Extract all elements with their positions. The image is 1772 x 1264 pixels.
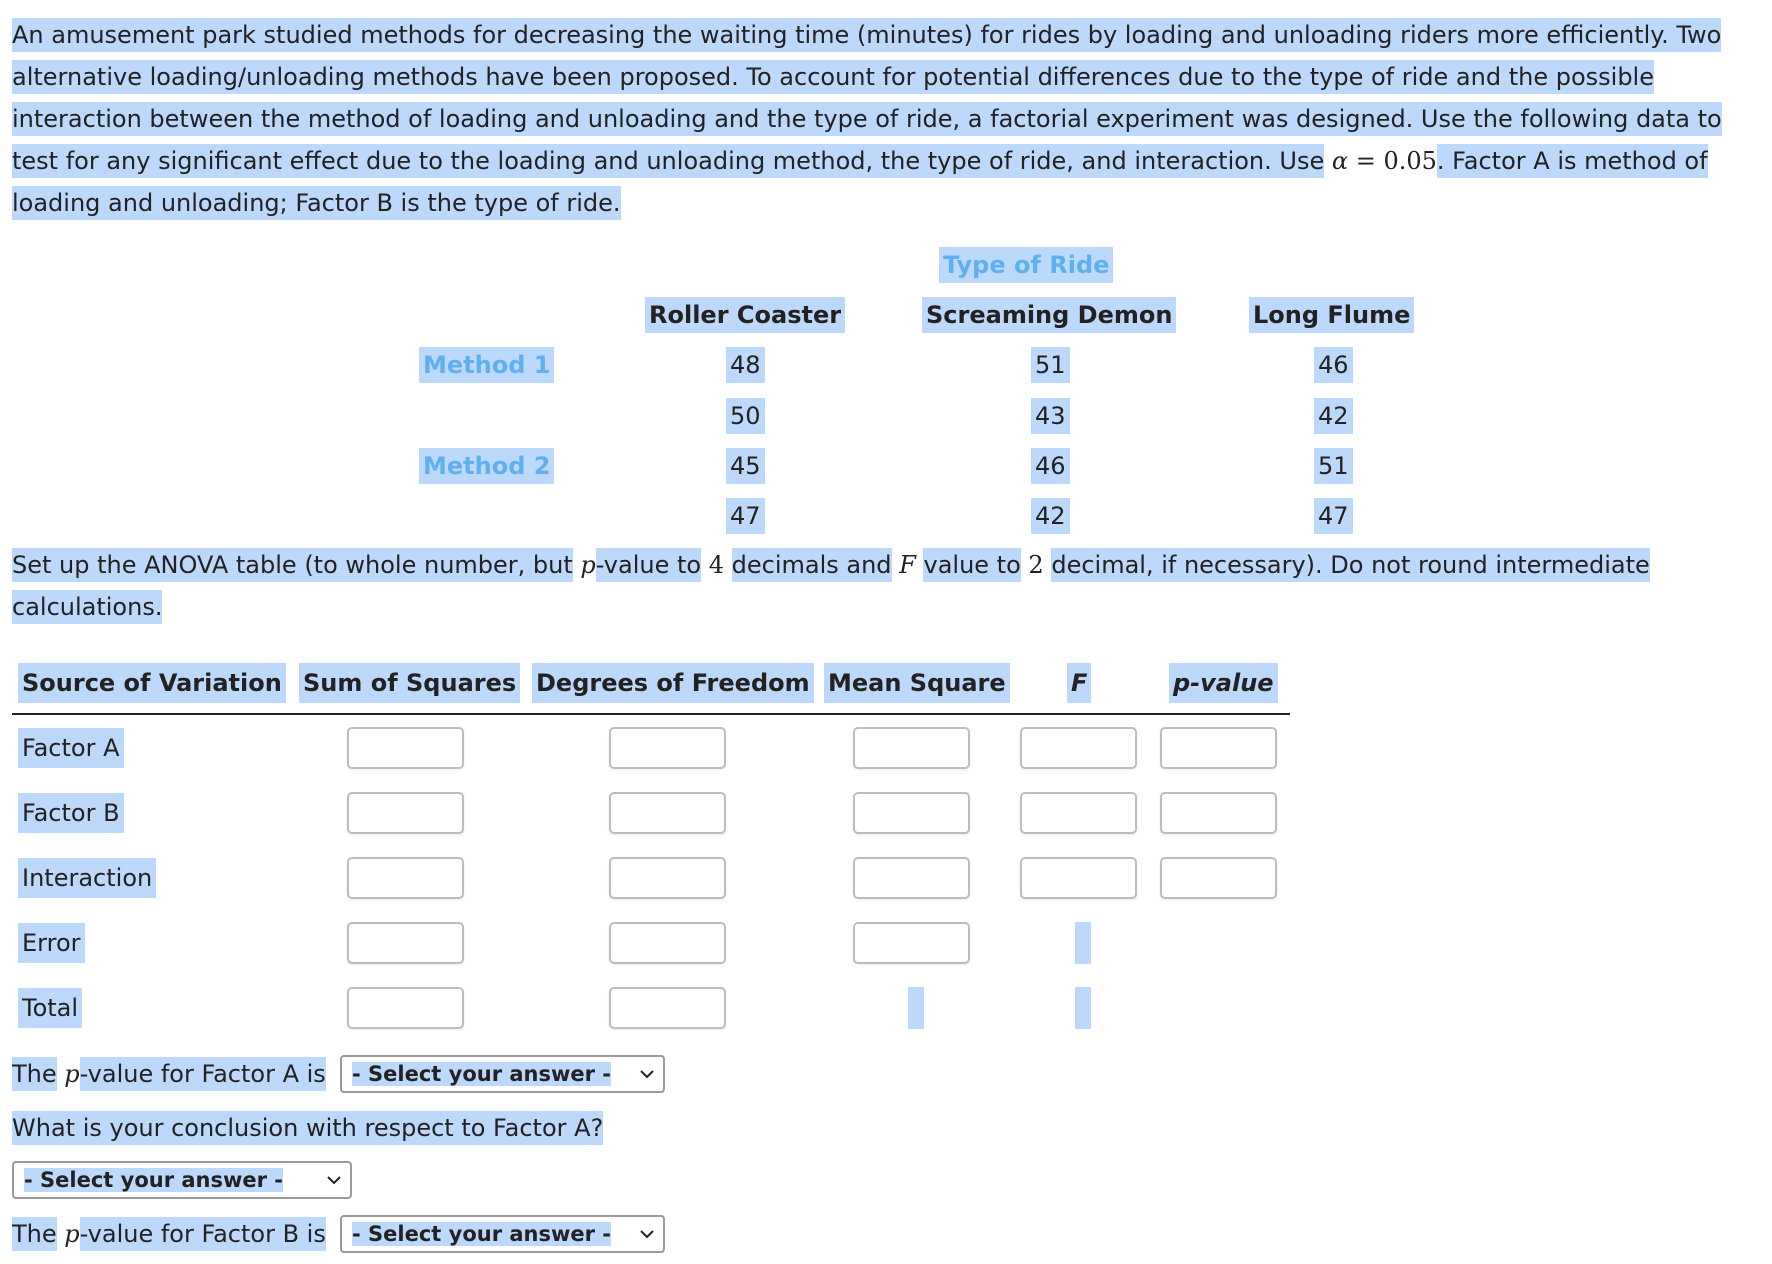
anova-header-f: F [1067,663,1091,703]
factor-a-pvalue-input[interactable] [1160,727,1277,769]
factor-b-f-input[interactable] [1020,792,1137,834]
instructions-number: 2 [1028,551,1044,579]
row-label-method-2: Method 2 [419,448,554,484]
type-of-ride-header: Type of Ride [939,247,1113,283]
empty-cell-highlight [1075,987,1091,1029]
interaction-pvalue-input[interactable] [1160,857,1277,899]
f-symbol: F [899,551,916,579]
data-cell: 50 [726,398,765,434]
row-label-method-1: Method 1 [419,347,554,383]
factor-a-ms-input[interactable] [853,727,970,769]
instructions-part: -value to [596,548,701,582]
data-cell: 43 [1031,398,1070,434]
anova-header-rule [12,713,1290,715]
problem-text-part2: . Factor A is method of loading and unloading; Factor B is the type of ride. [12,144,1708,220]
question-text: The [12,1217,57,1251]
data-cell: 47 [1314,498,1353,534]
data-cell: 47 [726,498,765,534]
anova-header-ss: Sum of Squares [299,663,520,703]
factor-a-f-input[interactable] [1020,727,1137,769]
anova-header-ms: Mean Square [824,663,1010,703]
select-placeholder: - Select your answer - [352,1222,612,1246]
chevron-down-icon [326,1167,342,1191]
empty-cell-highlight [1075,922,1091,964]
col-header-roller-coaster: Roller Coaster [645,297,845,333]
data-cell: 46 [1031,448,1070,484]
factor-b-ms-input[interactable] [853,792,970,834]
chevron-down-icon [639,1221,655,1245]
question-conclusion-factor-a [12,1107,603,1149]
interaction-f-input[interactable] [1020,857,1137,899]
data-cell: 42 [1314,398,1353,434]
instructions-part: value to [923,548,1020,582]
question-text: -value for Factor A is [80,1057,326,1091]
anova-row-total: Total [18,988,82,1028]
instructions-text [12,544,1712,628]
anova-header-df: Degrees of Freedom [532,663,814,703]
anova-header-source: Source of Variation [18,663,286,703]
alpha-value: = 0.05 [1355,147,1437,175]
p-symbol: p [64,1220,80,1248]
data-cell: 45 [726,448,765,484]
data-cell: 51 [1031,347,1070,383]
factor-b-ss-input[interactable] [347,792,464,834]
question-text: The [12,1057,57,1091]
interaction-df-input[interactable] [609,857,726,899]
factor-a-ss-input[interactable] [347,727,464,769]
select-placeholder: - Select your answer - [352,1062,612,1086]
select-placeholder: - Select your answer - [24,1168,284,1192]
factor-b-pvalue-input[interactable] [1160,792,1277,834]
anova-row-factor-b: Factor B [18,793,124,833]
p-symbol: p [64,1060,80,1088]
pvalue-factor-b-select[interactable] [340,1215,665,1253]
instructions-number: 4 [708,551,724,579]
conclusion-factor-a-select[interactable] [12,1161,352,1199]
anova-row-error: Error [18,923,85,963]
data-cell: 51 [1314,448,1353,484]
anova-header-pvalue: p-value [1169,663,1278,703]
data-cell: 48 [726,347,765,383]
col-header-screaming-demon: Screaming Demon [922,297,1176,333]
problem-text [12,14,1752,224]
total-df-input[interactable] [609,987,726,1029]
factor-b-df-input[interactable] [609,792,726,834]
interaction-ms-input[interactable] [853,857,970,899]
question-pvalue-factor-b [12,1213,326,1255]
question-text: What is your conclusion with respect to Factor A? [12,1111,603,1145]
empty-cell-highlight [908,987,924,1029]
pvalue-factor-a-select[interactable] [340,1055,665,1093]
instructions-part: decimals and [732,548,892,582]
instructions-part: decimal, if necessary). Do not round intermediate calculations. [12,548,1650,624]
chevron-down-icon [639,1061,655,1085]
problem-text-part1: An amusement park studied methods for decreasing the waiting time (minutes) for rides by loading and unloading riders more efficiently. Two alternative loading/unloading methods have been proposed. To account for potential differences due to the type of ride and the possible interaction between the method of loading and unloading and the type of ride, a factorial experiment was designed. Use the following data to test for any significant effect due to the loading and unloading method, the type of ride, and interaction. Use [12,18,1722,178]
p-symbol: p [580,551,596,579]
anova-row-interaction: Interaction [18,858,156,898]
data-cell: 42 [1031,498,1070,534]
interaction-ss-input[interactable] [347,857,464,899]
error-ms-input[interactable] [853,922,970,964]
question-pvalue-factor-a [12,1053,326,1095]
instructions-part: Set up the ANOVA table (to whole number, but [12,548,573,582]
error-ss-input[interactable] [347,922,464,964]
question-text: -value for Factor B is [80,1217,326,1251]
anova-row-factor-a: Factor A [18,728,124,768]
alpha-symbol: α [1331,147,1349,175]
col-header-long-flume: Long Flume [1249,297,1414,333]
total-ss-input[interactable] [347,987,464,1029]
factor-a-df-input[interactable] [609,727,726,769]
data-cell: 46 [1314,347,1353,383]
error-df-input[interactable] [609,922,726,964]
